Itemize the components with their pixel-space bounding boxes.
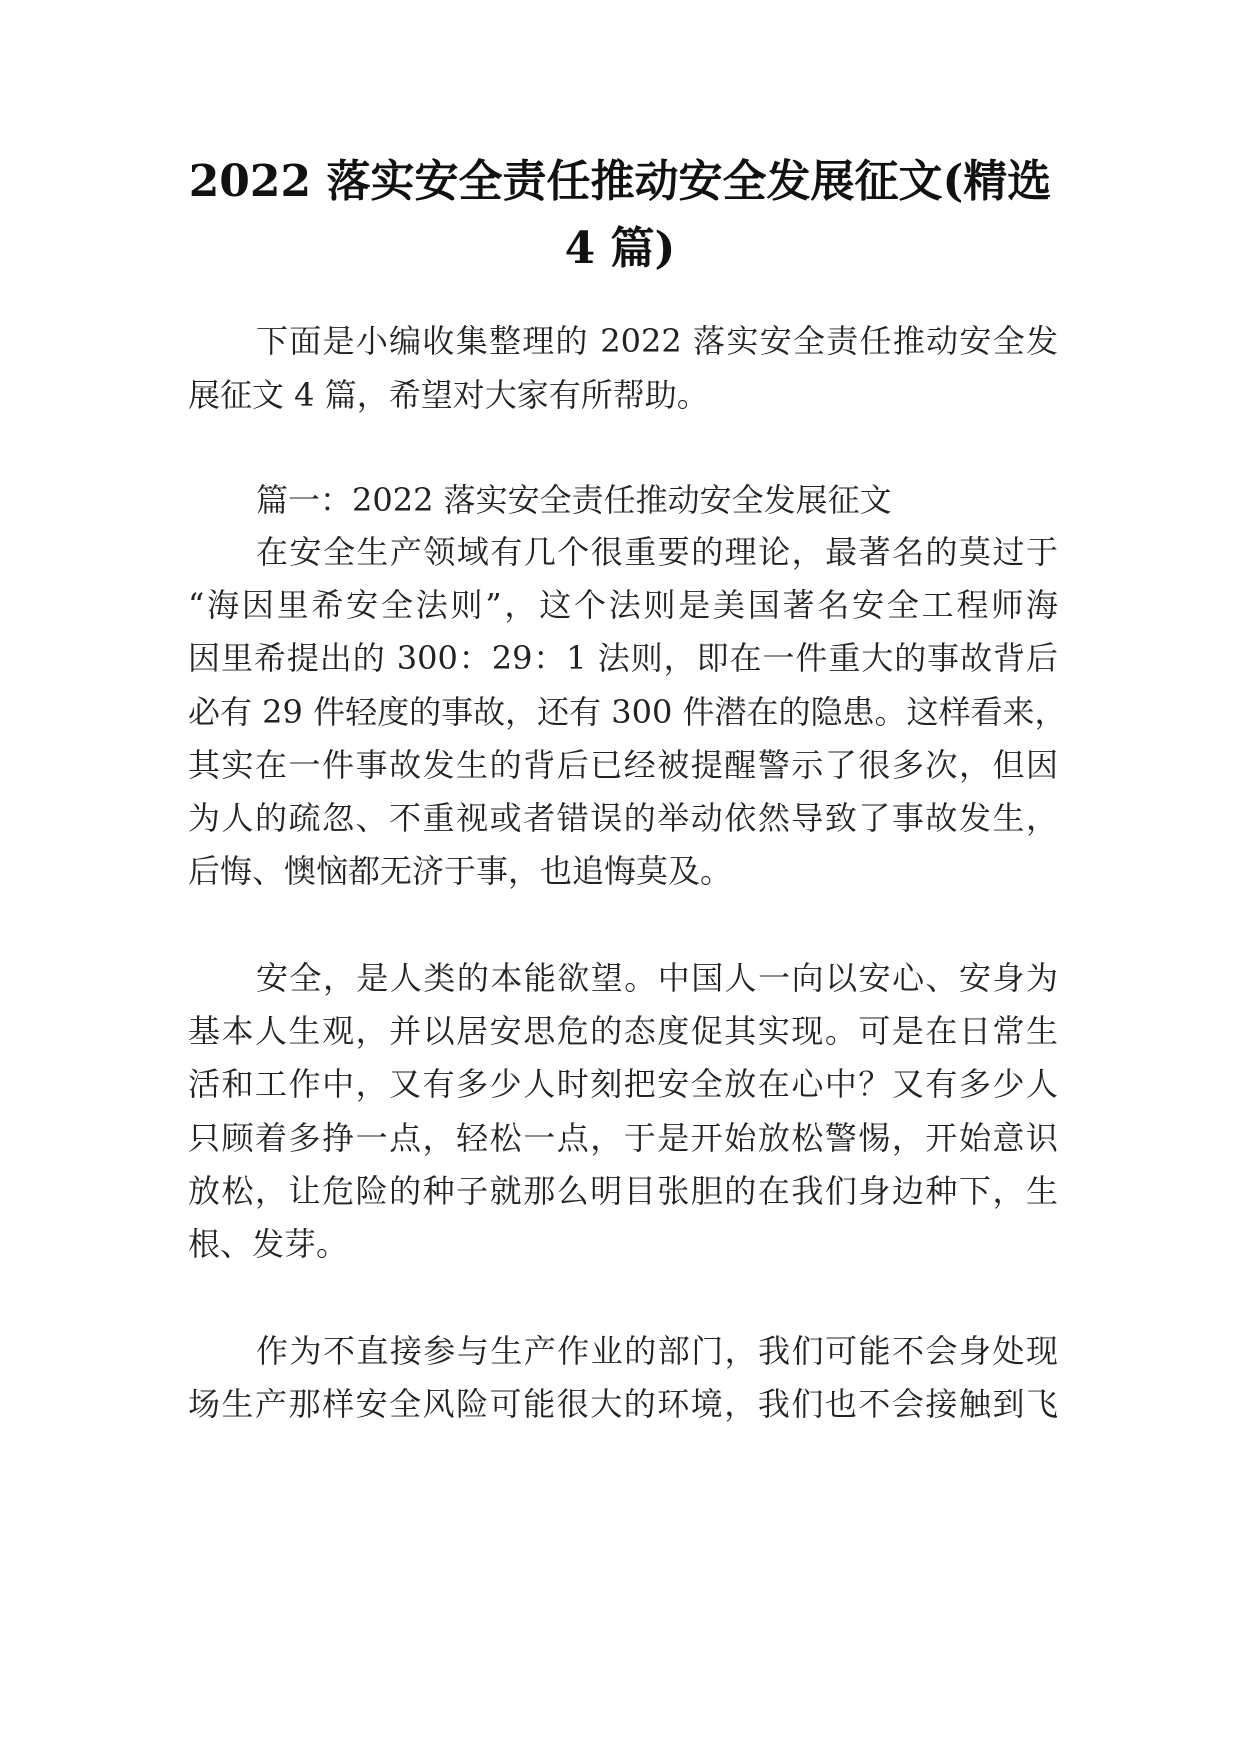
section-heading-1: 篇一：2022 落实安全责任推动安全发展征文 <box>256 481 892 519</box>
paragraph-1-line-1: 在安全生产领域有几个很重要的理论，最著名的莫过于 <box>256 533 1058 571</box>
paragraph-1-line-3: 因里希提出的 300：29：1 法则，即在一件重大的事故背后 <box>188 639 1058 677</box>
paragraph-1-line-4: 必有 29 件轻度的事故，还有 300 件潜在的隐患。这样看来， <box>188 693 1067 731</box>
paragraph-3-line-1: 作为不直接参与生产作业的部门，我们可能不会身处现 <box>256 1332 1058 1370</box>
paragraph-2-line-1: 安全，是人类的本能欲望。中国人一向以安心、安身为 <box>256 959 1058 997</box>
paragraph-2-line-6: 根、发芽。 <box>188 1225 349 1263</box>
paragraph-2-line-2: 基本人生观，并以居安思危的态度促其实现。可是在日常生 <box>188 1012 1058 1050</box>
paragraph-1-line-5: 其实在一件事故发生的背后已经被提醒警示了很多次，但因 <box>188 746 1058 784</box>
paragraph-1-line-6: 为人的疏忽、不重视或者错误的举动依然导致了事故发生， <box>188 799 1058 837</box>
paragraph-1-line-7: 后悔、懊恼都无济于事，也追悔莫及。 <box>188 852 733 890</box>
paragraph-3-line-2: 场生产那样安全风险可能很大的环境，我们也不会接触到飞 <box>188 1385 1058 1423</box>
intro-line-1: 下面是小编收集整理的 2022 落实安全责任推动安全发 <box>256 322 1058 360</box>
paragraph-2-line-5: 放松，让危险的种子就那么明目张胆的在我们身边种下，生 <box>188 1172 1058 1210</box>
paragraph-2-line-4: 只顾着多挣一点，轻松一点，于是开始放松警惕，开始意识 <box>188 1119 1058 1157</box>
paragraph-1-line-2: “海因里希安全法则”，这个法则是美国著名安全工程师海 <box>188 586 1058 624</box>
document-title-line-2: 4 篇) <box>564 223 676 274</box>
document-title-line-1: 2022 落实安全责任推动安全发展征文(精选 <box>188 156 1052 207</box>
intro-line-2: 展征文 4 篇，希望对大家有所帮助。 <box>188 376 709 414</box>
paragraph-2-line-3: 活和工作中，又有多少人时刻把安全放在心中？又有多少人 <box>188 1065 1058 1103</box>
